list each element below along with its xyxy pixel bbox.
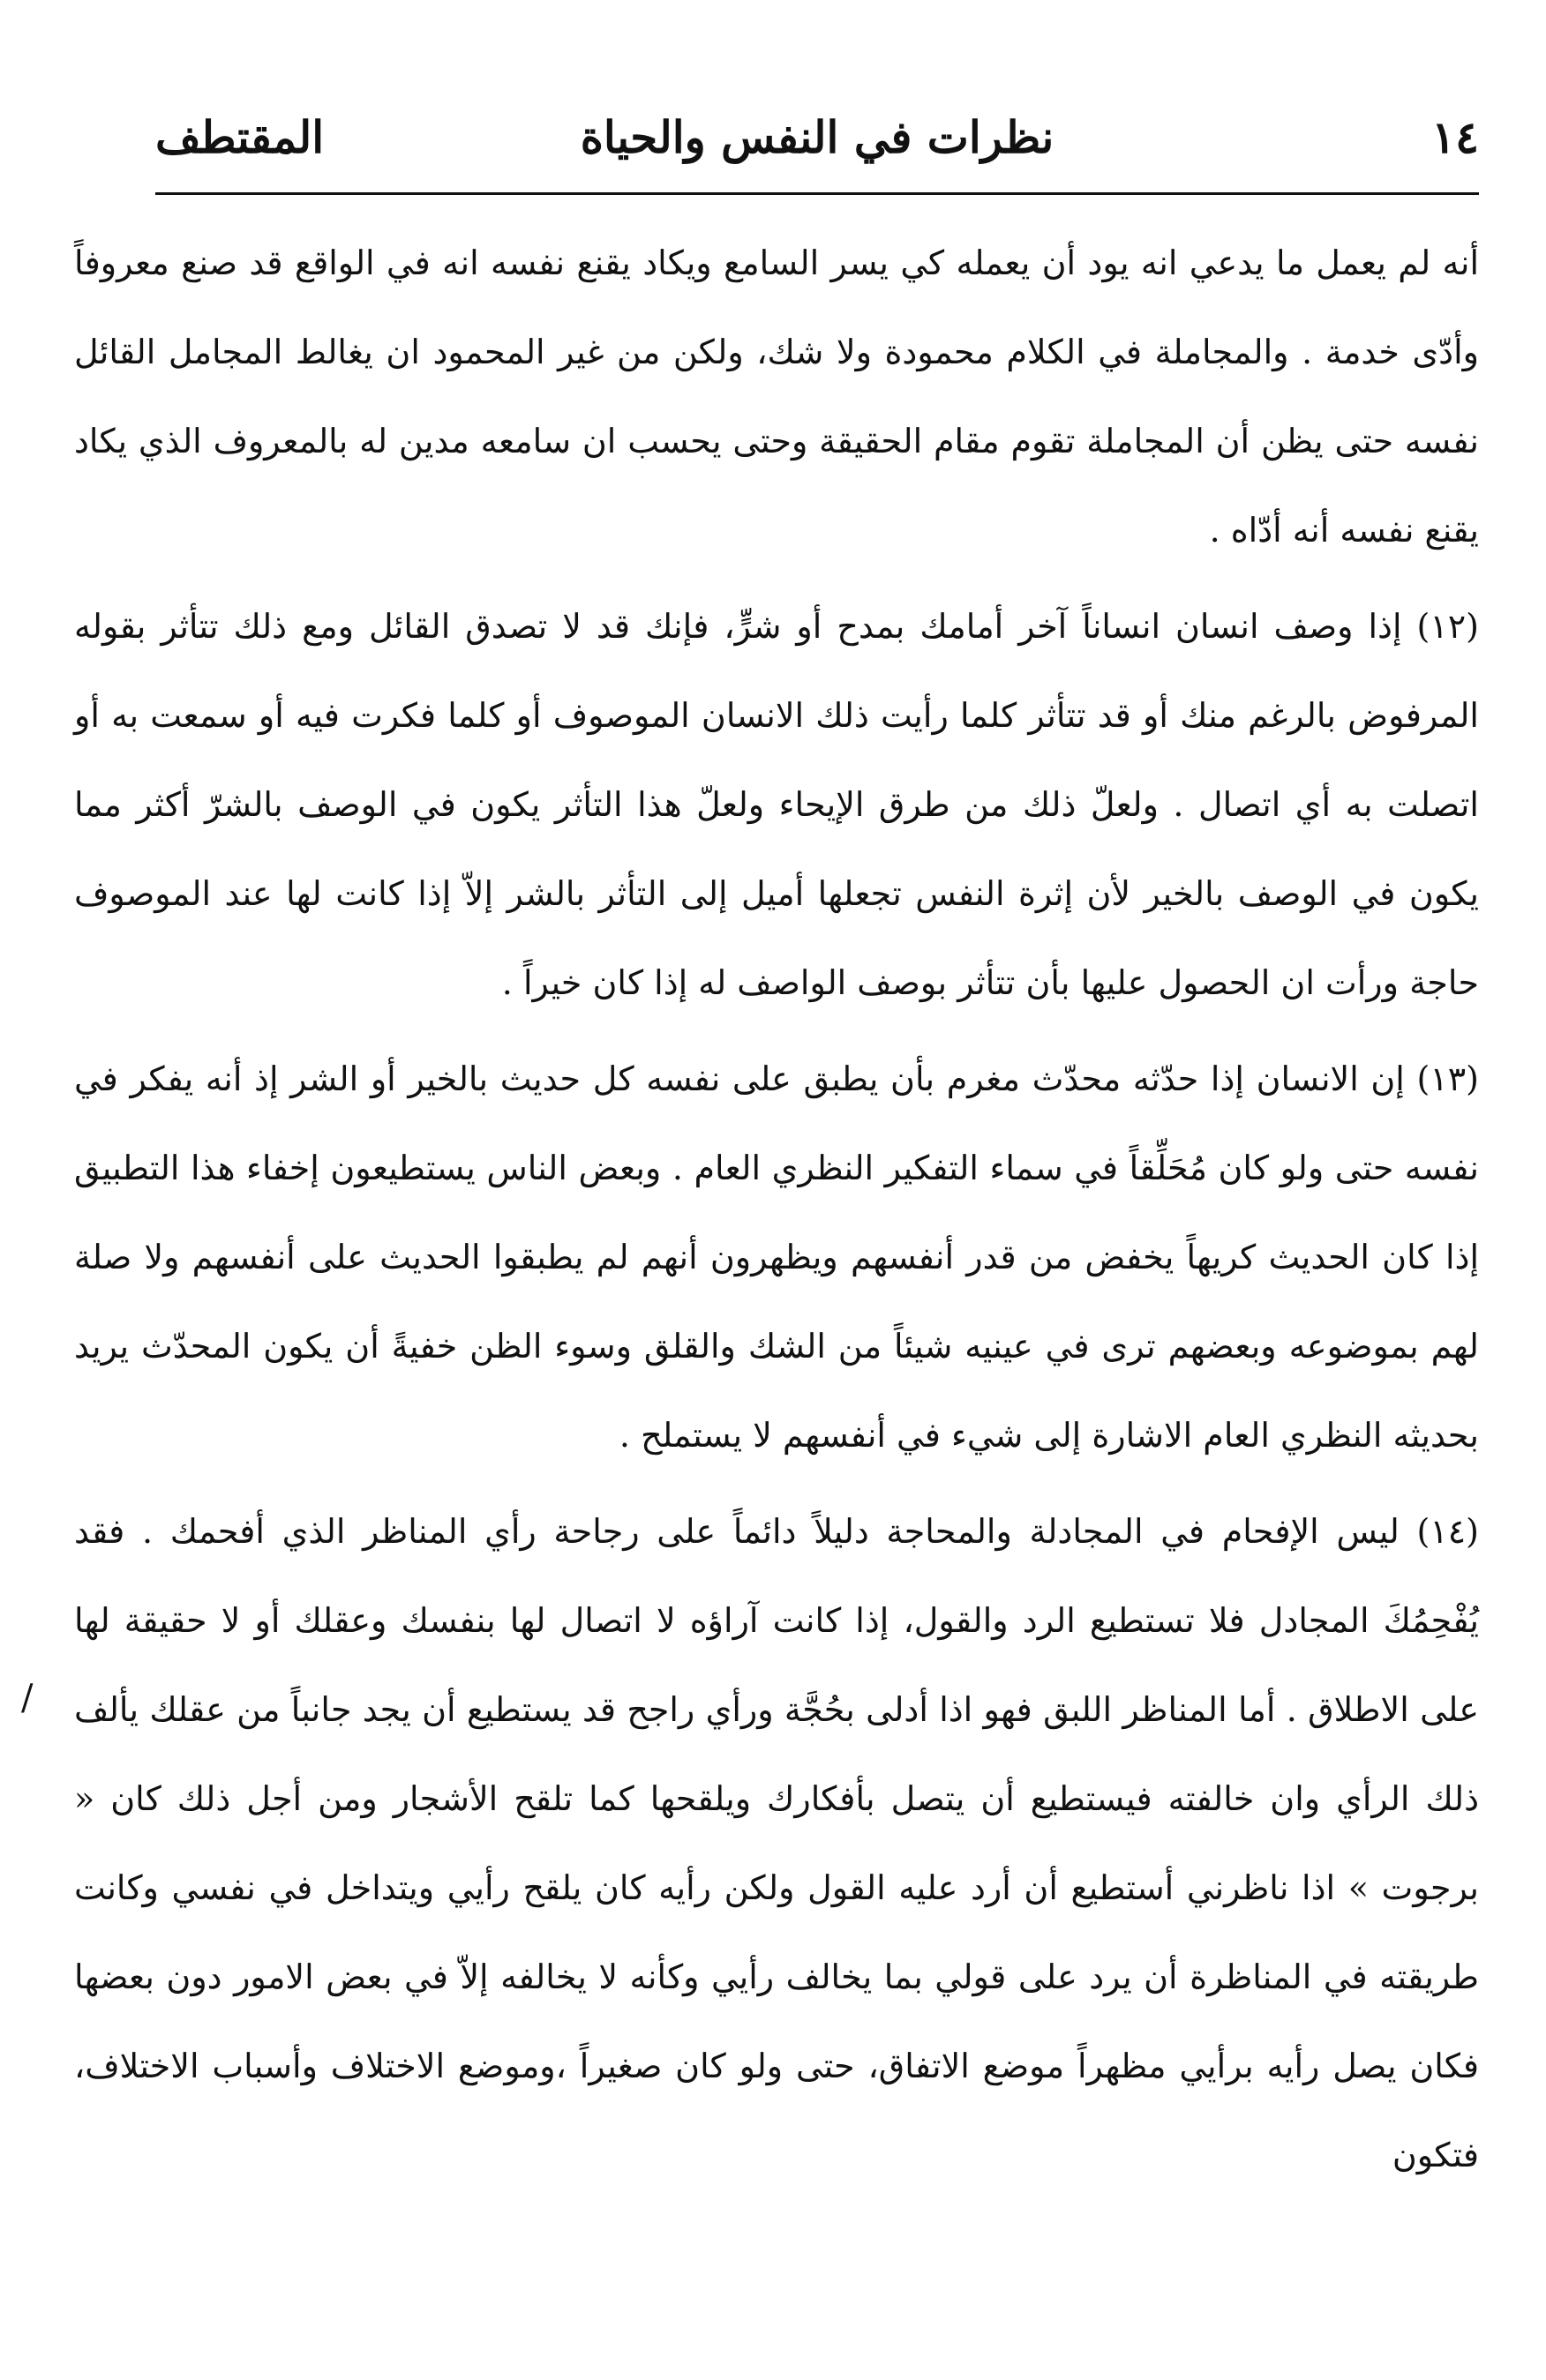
paragraph-12: (١٢) إذا وصف انسان انساناً آخر أمامك بمدح أو شرٍّ، فإنك قد لا تصدق القائل ومع ذلك تتأثر بقوله المرفوض بالرغم منك أو قد تتأثر كلما رأيت ذلك الانسان الموصوف أو كلما فكرت فيه أو سمعت به أو اتصلت به أي اتصال . ولعلّ ذلك من طرق الإيحاء ولعلّ هذا التأثر يكون في الوصف بالشرّ أكثر مما يكون في الوصف بالخير لأن إثرة النفس تجعلها أميل إلى التأثر بالشر إلاّ إذا كانت لها عند الموصوف حاجة ورأت ان الحصول عليها بأن تتأثر بوصف الواصف له إذا كان خيراً .: [74, 607, 1479, 1002]
page-number: ١٤: [1431, 111, 1479, 163]
paragraph-13: (١٣) إن الانسان إذا حدّثه محدّث مغرم بأن يطبق على نفسه كل حديث بالخير أو الشر إذ أنه يفكر في نفسه حتى ولو كان مُحَلِّقاً في سماء التفكير النظري العام . وبعض الناس يستطيعون إخفاء هذا التطبيق إذا كان الحديث كريهاً يخفض من قدر أنفسهم ويظهرون أنهم لم يطبقوا الحديث على أنفسهم ولا صلة لهم بموضوعه وبعضهم ترى في عينيه شيئاً من الشك والقلق وسوء الظن خفيةً أن يكون المحدّث يريد بحديثه النظري العام الاشارة إلى شيء في أنفسهم لا يستملح .: [74, 1059, 1479, 1455]
header-rule: [155, 192, 1479, 195]
paragraph-14: (١٤) ليس الإفحام في المجادلة والمحاجة دليلاً دائماً على رجاحة رأي المناظر الذي أفحمك . فقد يُفْحِمُكَ المجادل فلا تستطيع الرد والقول، إذا كانت آراؤه لا اتصال لها بنفسك وعقلك أو لا حقيقة لها على الاطلاق . أما المناظر اللبق فهو اذا أدلى بحُجَّة ورأي راجح قد يستطيع أن يجد جانباً من عقلك يألف ذلك الرأي وان خالفته فيستطيع أن يتصل بأفكارك ويلقحها كما تلقح الأشجار ومن أجل ذلك كان « برجوت » اذا ناظرني أستطيع أن أرد عليه القول ولكن رأيه كان يلقح رأيي ويتداخل في نفسي وكانت طريقته في المناظرة أن يرد على قولي بما يخالف رأيي وكأنه لا يخالفه إلاّ في بعض الامور دون بعضها فكان يصل رأيه برأيي مظهراً موضع الاتفاق، حتى ولو كان صغيراً ،وموضع الاختلاف وأسباب الاختلاف، فتكون: [74, 1512, 1479, 2174]
journal-name: المقتطف: [155, 111, 325, 163]
paragraph-continuation: أنه لم يعمل ما يدعي انه يود أن يعمله كي يسر السامع ويكاد يقنع نفسه انه في الواقع قد صنع معروفاً وأدّى خدمة . والمجاملة في الكلام محمودة ولا شك، ولكن من غير المحمود ان يغالط المجامل القائل نفسه حتى يظن أن المجاملة تقوم مقام الحقيقة وحتى يحسب ان سامعه مدين له بالمعروف الذي يكاد يقنع نفسه أنه أدّاه .: [74, 243, 1479, 550]
margin-mark: /: [21, 1678, 34, 1718]
article-title: نظرات في النفس والحياة: [580, 111, 1054, 163]
running-header: [155, 104, 1479, 192]
article-body: [74, 219, 1479, 2200]
